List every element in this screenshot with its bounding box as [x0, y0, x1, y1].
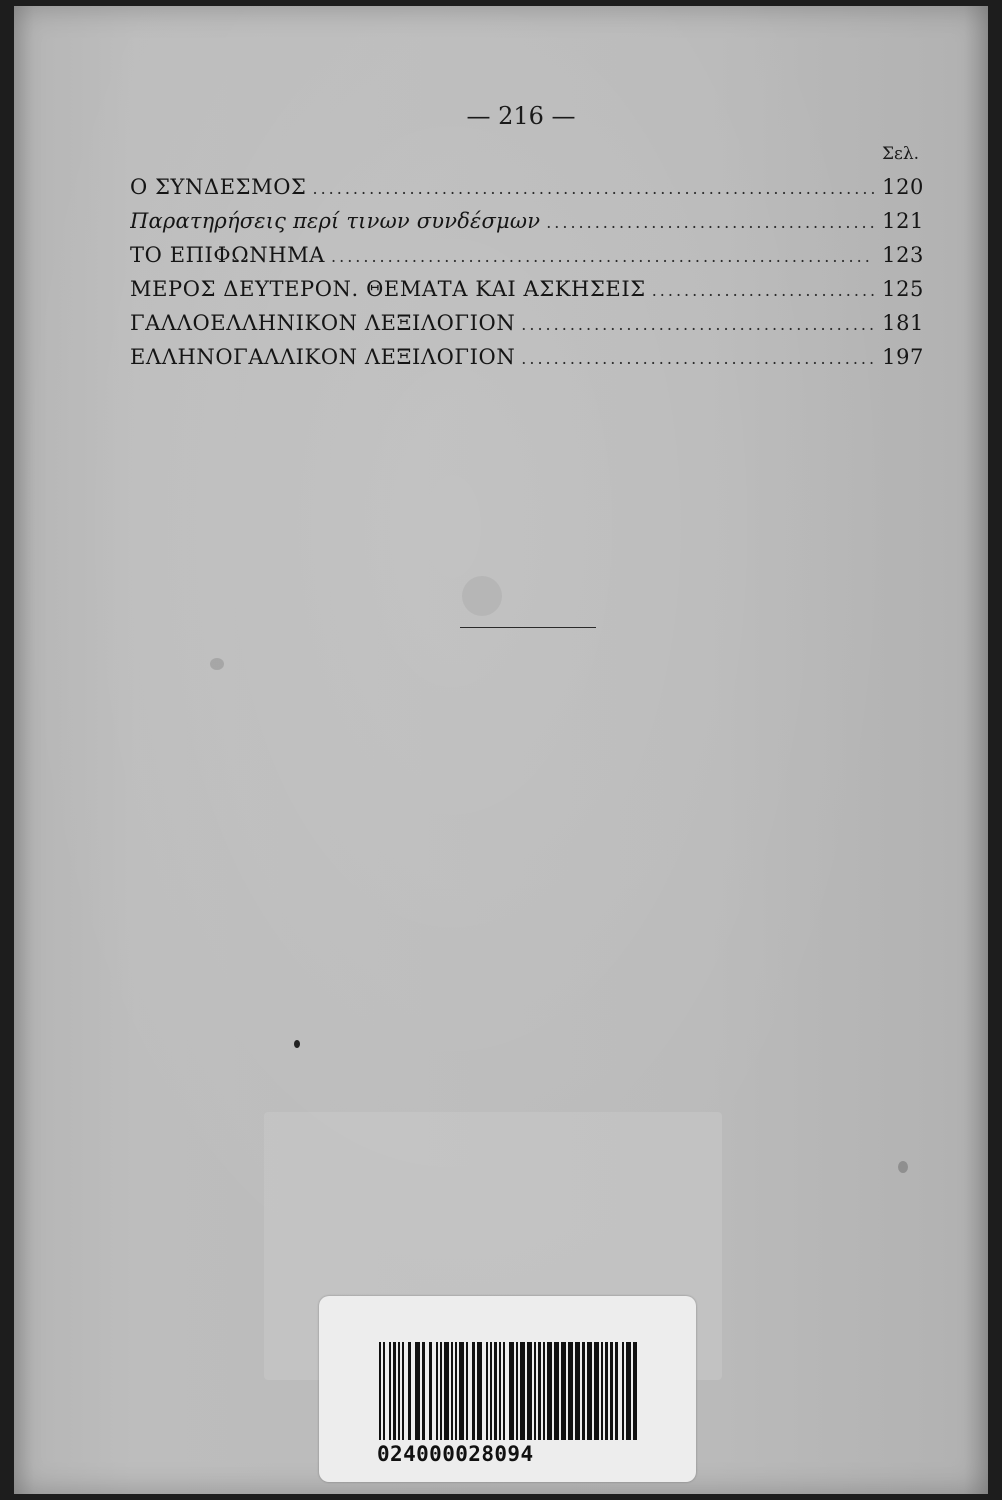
toc-entry-page: 197	[882, 345, 924, 369]
page-number: — 216 —	[466, 102, 576, 130]
dot-leader	[521, 308, 874, 340]
toc-entry-title: Ο ΣΥΝΔΕΣΜΟΣ	[130, 175, 307, 199]
dot-leader	[331, 240, 874, 272]
page-column-header: Σελ.	[882, 144, 920, 164]
barcode-bar	[633, 1342, 637, 1440]
barcode-number: 024000028094	[377, 1442, 534, 1466]
toc-entry-page: 120	[882, 175, 924, 199]
section-divider	[460, 627, 596, 628]
toc-entry-title: ΤΟ ΕΠΙΦΩΝΗΜΑ	[130, 243, 326, 267]
toc-entry-title: Παρατηρήσεις περί τινων συνδέσμων	[130, 209, 541, 233]
paper-stain	[898, 1161, 908, 1173]
paper-stain	[462, 576, 502, 616]
toc-entry-title: ΓΑΛΛΟΕΛΛΗΝΙΚΟΝ ΛΕΞΙΛΟΓΙΟΝ	[130, 311, 516, 335]
toc-entry	[130, 272, 924, 306]
toc-entry-page: 125	[882, 277, 924, 301]
toc-entry	[130, 306, 924, 340]
toc-entry-title: ΕΛΛΗΝΟΓΑΛΛΙΚΟΝ ΛΕΞΙΛΟΓΙΟΝ	[130, 345, 516, 369]
dot-leader	[313, 172, 875, 204]
toc-entry	[130, 340, 924, 374]
library-barcode-label	[319, 1296, 696, 1482]
dot-leader	[652, 274, 874, 306]
toc-entry	[130, 170, 924, 204]
table-of-contents	[130, 170, 924, 374]
toc-entry-page: 121	[882, 209, 924, 233]
toc-entry-page: 181	[882, 311, 924, 335]
paper-stain	[210, 658, 224, 670]
toc-entry	[130, 238, 924, 272]
book-page	[14, 6, 988, 1494]
paper-stain	[294, 1040, 300, 1048]
dot-leader	[546, 206, 874, 238]
toc-entry	[130, 204, 924, 238]
toc-entry-page: 123	[882, 243, 924, 267]
toc-entry-title: ΜΕΡΟΣ ΔΕΥΤΕΡΟΝ. ΘΕΜΑΤΑ ΚΑΙ ΑΣΚΗΣΕΙΣ	[130, 277, 646, 301]
dot-leader	[521, 342, 874, 374]
barcode-icon	[379, 1342, 637, 1440]
